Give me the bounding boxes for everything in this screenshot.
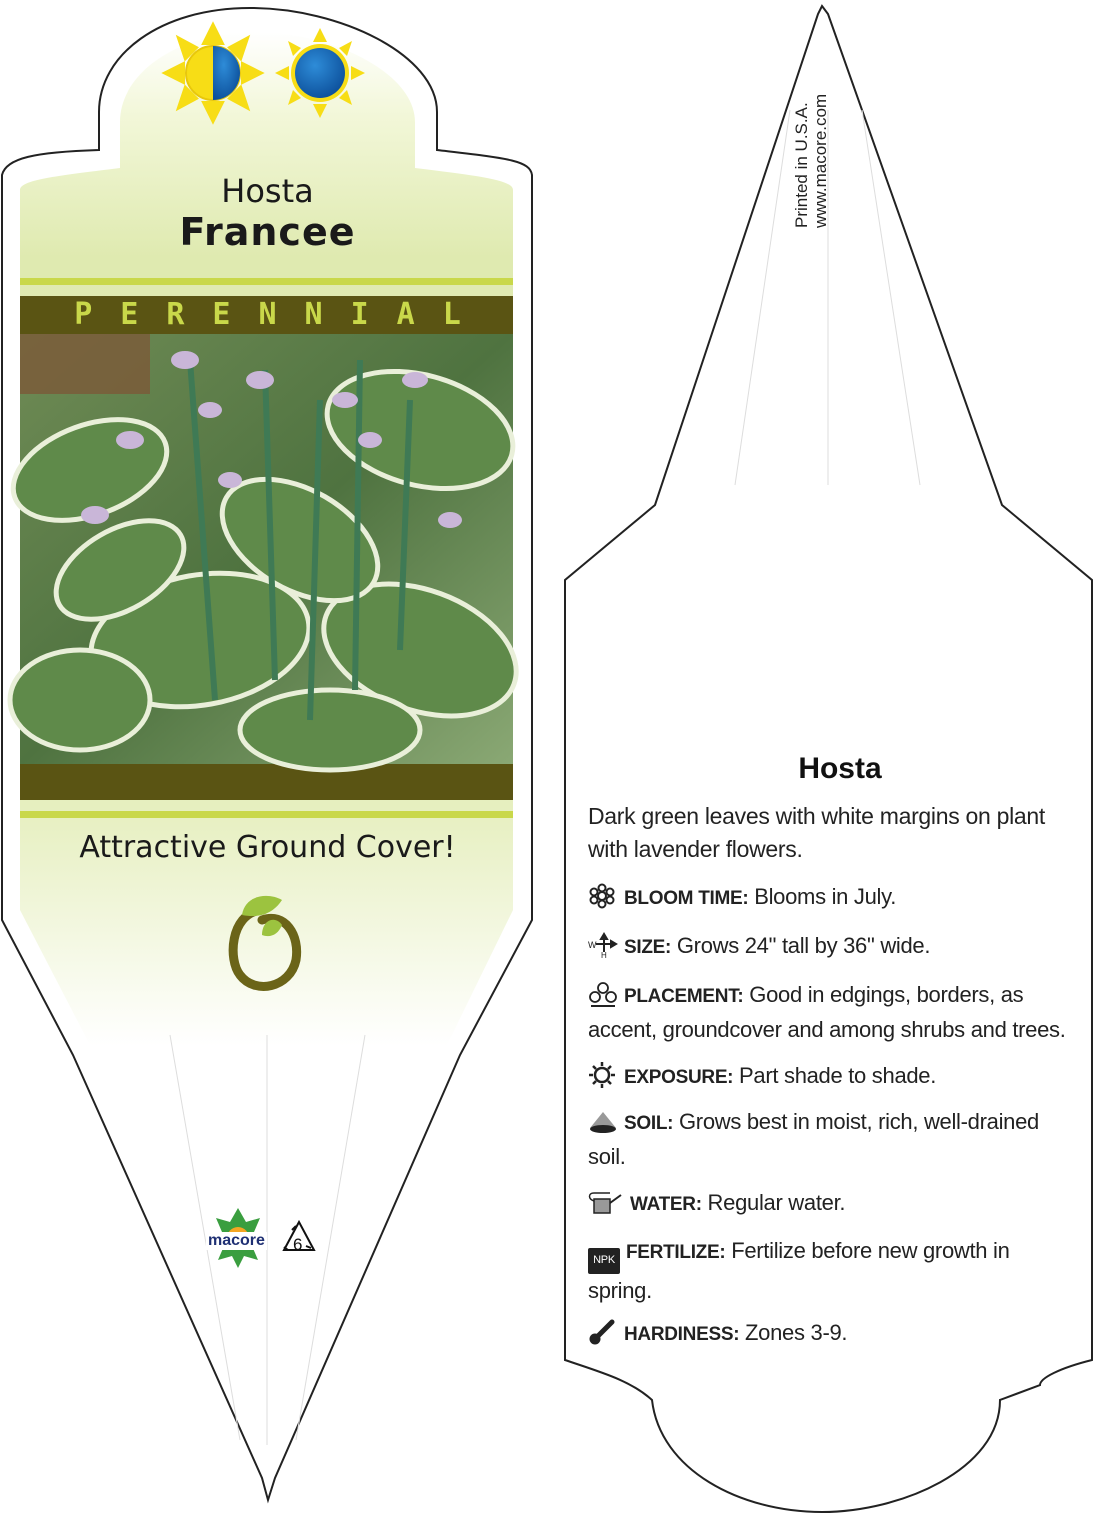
attr-value: Fertilize before new growth in spring. [588,1238,1010,1303]
attr-label: PLACEMENT: [624,986,744,1007]
printed-website: www.macore.com [811,93,830,228]
attr-soil [588,1105,1068,1173]
attr-label: SIZE: [624,937,672,958]
flower-icon [588,883,618,909]
attr-size [588,929,1068,964]
attr-value: Regular water. [707,1190,846,1215]
recycle-code: 6 [293,1235,303,1254]
attr-hardiness [588,1316,1068,1351]
plant-category: PERENNIAL [74,297,489,332]
plant-variety: Francee [179,210,356,254]
attr-label: HARDINESS: [624,1324,740,1345]
printed-info [792,58,832,228]
hosta-photo [0,334,534,770]
npk-fertilizer-icon: NPK [588,1248,620,1274]
plant-description: Dark green leaves with white margins on plant with lavender flowers. [588,803,1045,862]
attr-value: Grows best in moist, rich, well-drained soil. [588,1109,1039,1169]
placement-flowers-icon [588,981,618,1007]
attr-value: Zones 3-9. [745,1320,848,1345]
full-shade-icon [275,28,365,118]
attr-label: WATER: [630,1194,702,1215]
attr-value: Grows 24" tall by 36" wide. [676,933,931,958]
attr-value: Part shade to shade. [739,1063,937,1088]
plant-genus: Hosta [221,172,314,210]
attr-water [588,1186,1068,1221]
sun-outline-icon [588,1062,618,1088]
attr-fertilize [588,1234,1068,1307]
thermometer-icon [588,1319,618,1345]
attr-exposure [588,1059,1068,1094]
svg-text:H: H [601,951,607,958]
soil-icon [588,1108,618,1134]
size-arrows-icon [588,932,618,958]
brand-name: macore [208,1232,265,1249]
attr-value: Blooms in July. [754,884,897,909]
attr-value: Good in edgings, borders, as accent, groundcover and among shrubs and trees. [588,982,1066,1042]
watering-can-icon [588,1189,624,1215]
printed-country: Printed in U.S.A. [792,102,811,228]
attr-label: BLOOM TIME: [624,888,749,909]
attr-placement [588,978,1068,1046]
attr-label: EXPOSURE: [624,1067,734,1088]
attr-label: FERTILIZE: [626,1242,726,1263]
attr-bloom-time [588,880,1068,915]
part-shade-icon [168,28,258,118]
back-title: Hosta [798,752,882,785]
tagline: Attractive Ground Cover! [79,830,456,865]
svg-text:W: W [588,940,597,950]
attr-label: SOIL: [624,1113,674,1134]
